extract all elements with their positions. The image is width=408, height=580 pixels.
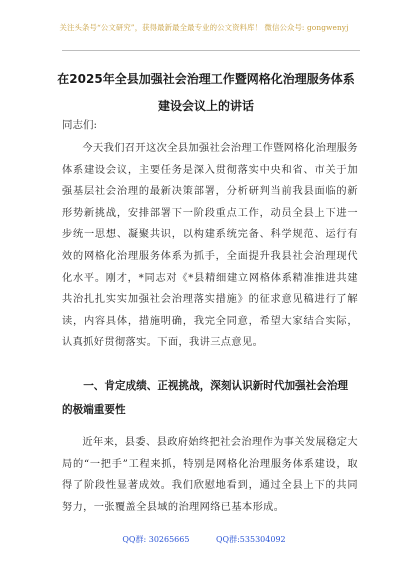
header-banner: 关注头条号“公文研究”，获得最新最全最专业的公文资料库！ 微信公众号: gongwenyj (59, 23, 349, 32)
paragraph-intro: 今天我们召开这次全县加强社会治理工作暨网格化治理服务体系建设会议，主要任务是深入贯彻落实中央和省、市关于加强基层社会治理的最新决策部署，分析研判当前我县面临的新形势新挑战，安排部署下一阶段重点工作，动员全县上下进一步统一思想、凝聚共识，以构建系统完备、科学规范、运行有效的网格化治理服务体系为抓手，全面提升我县社会治理现代化水平。刚才，*同志对《*县精细建立网格体系精准推进共建共治扎扎实实加强社会治理落实措施》的征求意见稿进行了解读，内容具体，措施明确，我完全同意，希望大家结合实际，认真抓好贯彻落实。下面，我讲三点意见。 (62, 143, 358, 349)
header-divider (62, 50, 360, 51)
paragraph-achievements: 近年来，县委、县政府始终把社会治理作为事关发展稳定大局的“一把手”工程来抓，特别是网格化治理服务体系建设，取得了阶段性显著成效。我们欣慰地看到，通过全县上下的共同努力，一张覆盖全县域的治理网络已基本形成。 (62, 437, 358, 513)
section-heading-1: 一、肯定成绩、正视挑战，深刻认识新时代加强社会治理的极端重要性 (62, 380, 349, 416)
greeting: 同志们: (62, 119, 98, 131)
footer-qq-group-1[interactable]: QQ群: 30265665 (122, 535, 190, 544)
footer-contact (0, 534, 408, 545)
footer-qq-group-2[interactable]: QQ群:535304092 (216, 535, 286, 544)
document-title: 在2025年全县加强社会治理工作暨网格化治理服务体系建设会议上的讲话 (57, 72, 355, 113)
